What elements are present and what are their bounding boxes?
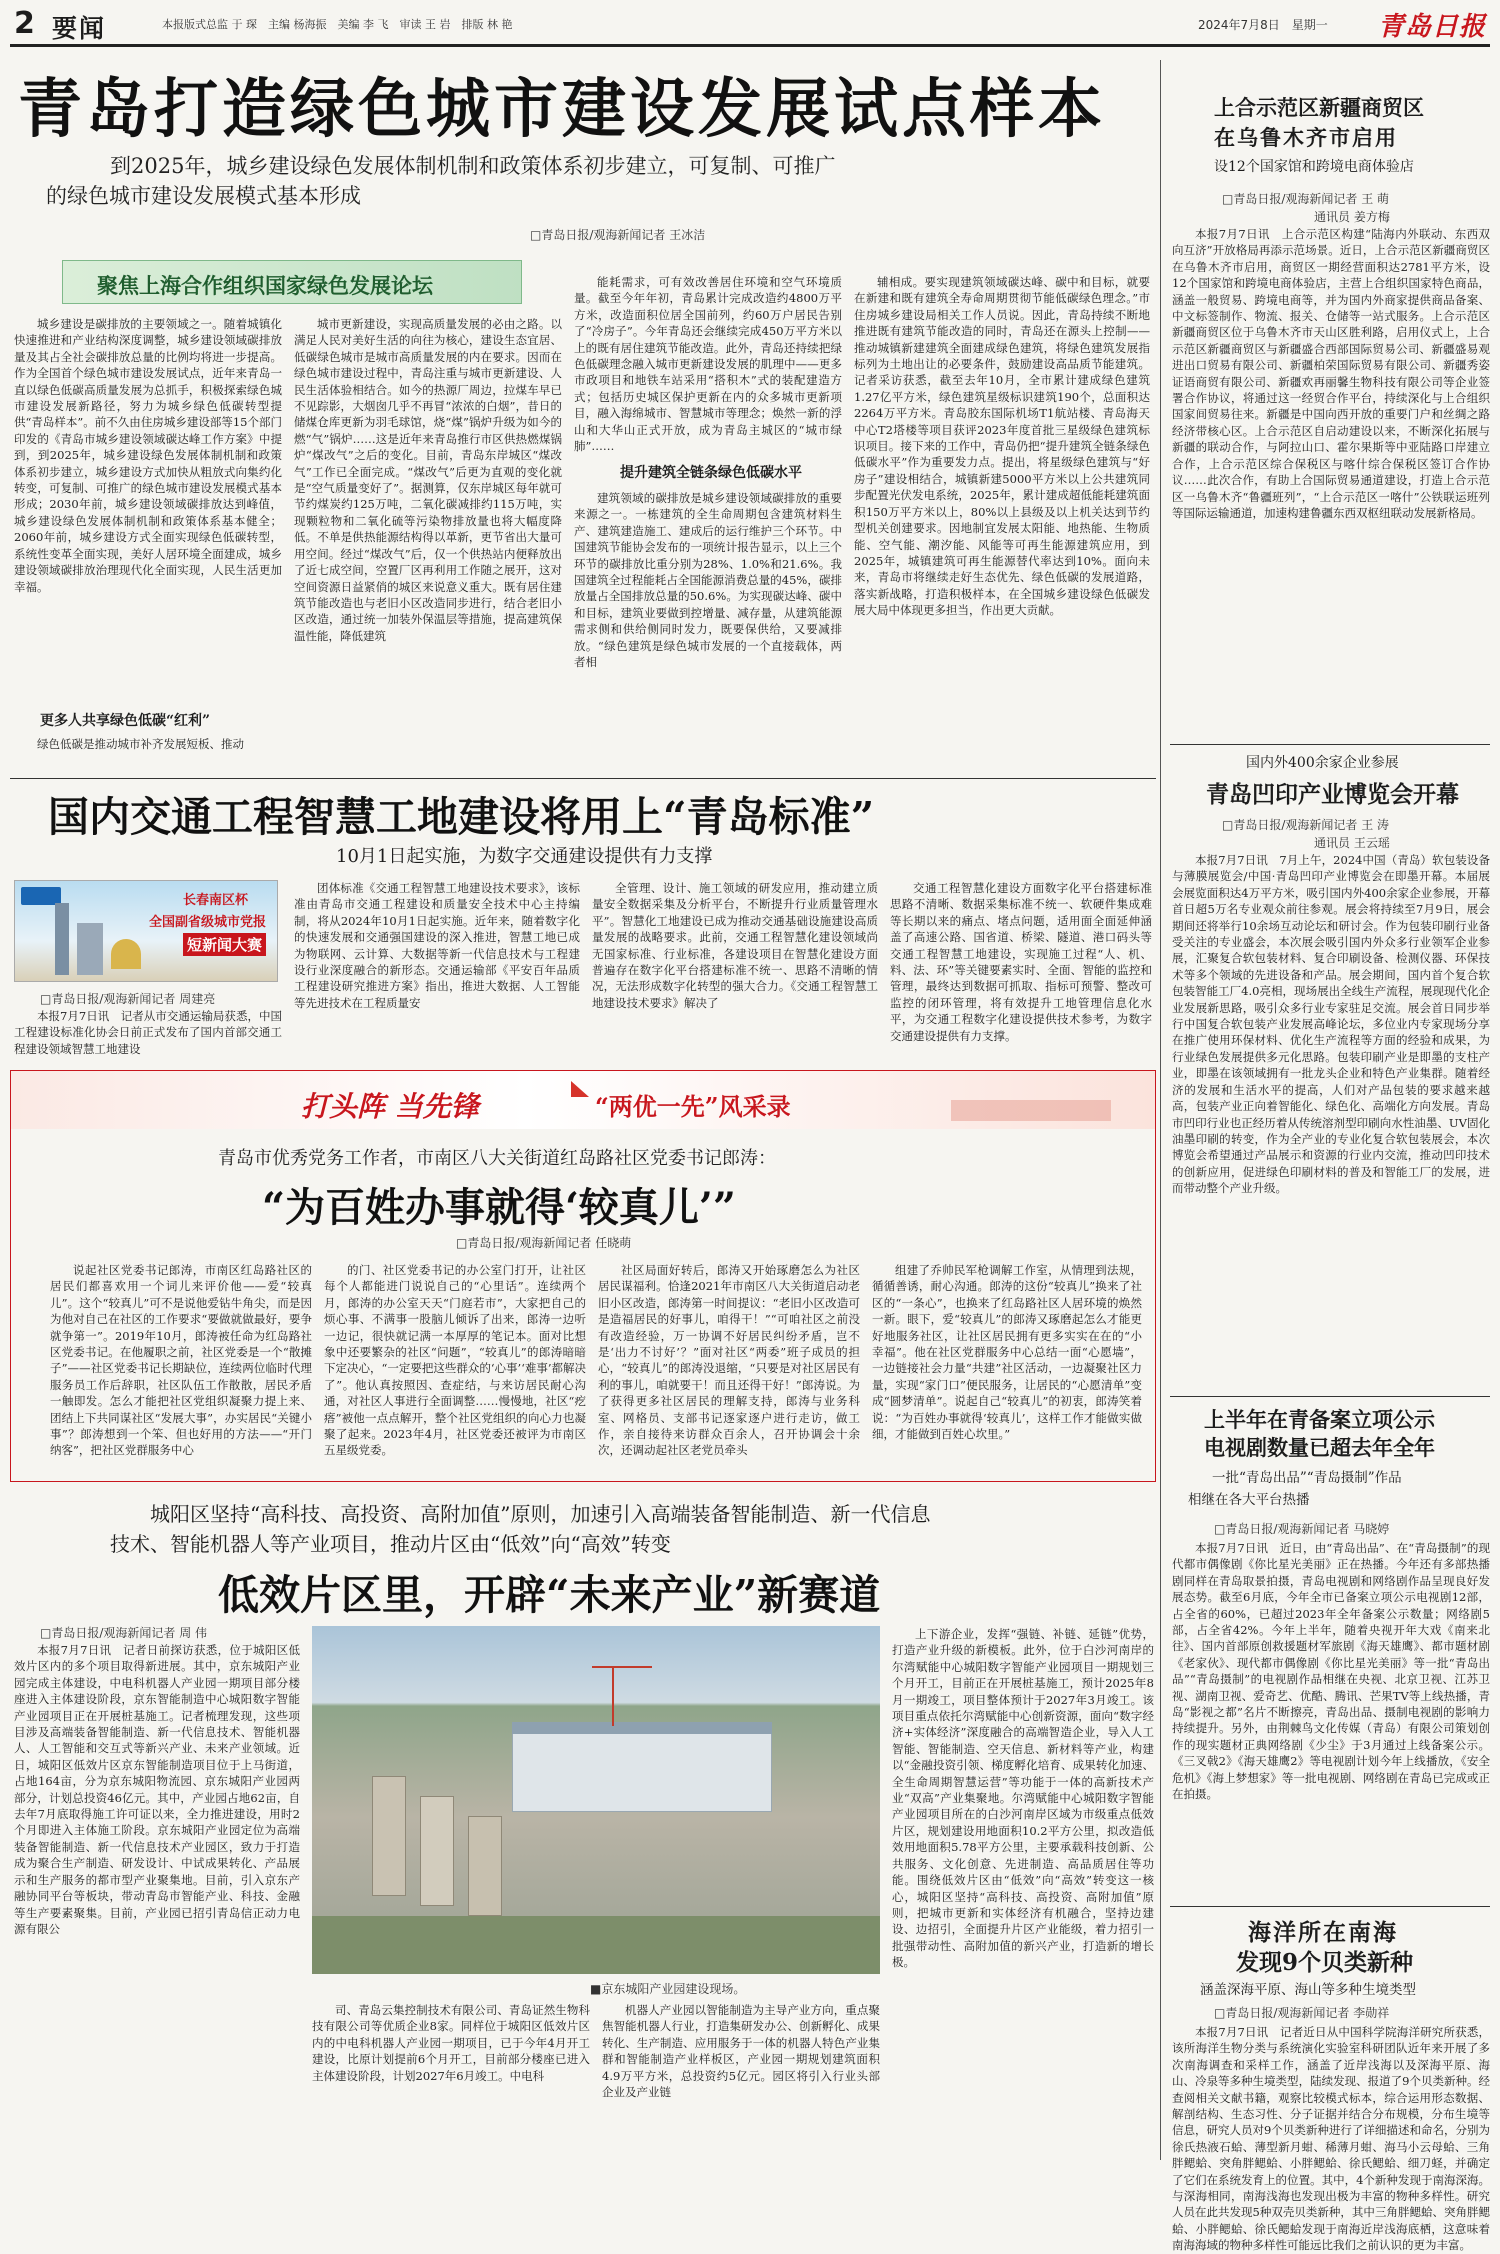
- lead-paragraph: 城乡建设是碳排放的主要领域之一。随着城镇化快速推进和产业结构深度调整，城乡建设领域碳排放量及其占全社会碳排放总量的比例均将进一步提高。作为全国首个绿色城市建设发展试点，近年来青岛一直以绿色低碳高质量发展为总抓手，积极探索绿色城市建设发展新路径，努力为城乡绿色低碳转型提供“青岛样本”。前不久由住房城乡建设部等15个部门印发的《青岛市城乡建设领域碳达峰工作方案》中提到，到2025年，城乡建设绿色发展体制机制和政策体系初步建立，城乡建设方式加快从粗放式向集约化转变，可复制、可推广的绿色城市建设发展模式基本形成；2030年前，城乡建设领域碳排放达到峰值，城乡建设绿色发展体制机制和政策体系基本健全；2060年前，城乡建设方式全面实现绿色低碳转型，系统性变革全面实现，美好人居环境全面建成，城乡建设领域碳排放治理现代化全面实现，人民生活更加幸福。: [14, 317, 282, 594]
- party-column-2: [324, 1262, 586, 1474]
- section-name: 要闻: [52, 14, 107, 43]
- right1-byline: □青岛日报/观海新闻记者 王 萌: [1222, 192, 1390, 206]
- lead-deck-line1: 到2025年，城乡建设绿色发展体制机制和政策体系初步建立，可复制、可推广: [110, 154, 836, 178]
- party-banner-script: 打头阵 当先锋: [301, 1090, 479, 1123]
- page-credits: 本报版式总监 于 琛 主编 杨海振 美编 李 飞 审读 王 岩 排版 林 艳: [162, 18, 513, 31]
- lead-column-1: [14, 316, 282, 716]
- party-kicker: 青岛市优秀党务工作者，市南区八大关街道红岛路社区党委书记郎涛：: [218, 1148, 776, 1169]
- traffic-deck: 10月1日起实施，为数字交通建设提供有力支撑: [336, 846, 713, 867]
- ad-tower-icon: [55, 903, 69, 975]
- right1-paragraph: 本报7月7日讯 上合示范区构建“陆海内外联动、东西双向互济”开放格局再添示范场景。近日，上合示范区新疆商贸区在乌鲁木齐市启用，商贸区一期经营面积达2781平方米，设12个国家馆和跨境电商体验店，主营上合组织国家特色商品，涵盖一般贸易、跨境电商等，并为国内外商家提供商品备案、中文标签制作、物流、报关、仓储等一站式服务。上合示范区新疆商贸区位于乌鲁木齐市天山区胜利路，启用仪式上，上合示范区新疆商贸区与新疆盛合西部国际贸易公司、新疆盛易观进出口贸易有限公司、新疆柏荣国际贸易有限公司、新疆秀姿证语商贸有限公司、新疆欢再丽馨生物科技有限公司等企业签署合作协议，将通过这一经贸合作平台，持续深化与上合组织国家间贸易往来。新疆是中国向西开放的重要门户和丝绸之路经济带核心区。上合示范区自启动建设以来，不断深化拓展与新疆的联动合作，与阿拉山口、霍尔果斯等中亚陆路口岸建立合作，上合示范区综合保税区与喀什综合保税区签订合作协议……此次合作，有助上合国际贸易通道建设，打造上合示范区一乌鲁木齐“鲁疆班列”，“上合示范区一喀什”公铁联运班列等国际运输通道，加速构建鲁疆东西双枢纽联动发展新格局。: [1172, 227, 1490, 520]
- right1-title-line1: 上合示范区新疆商贸区: [1214, 95, 1424, 120]
- party-paragraph: 的门、社区党委书记的办公室门打开，让社区每个人都能进门说说自己的“心里话”。连续两个月，郎涛的办公室天天“门庭若市”，大家把自己的烦心事、不满事一股脑儿倾诉了出来，郎涛一边听一边记，很快就记满一本厚厚的笔记本。面对比想象中还要繁杂的社区“问题”，“较真儿”的郎涛暗暗下定决心，“一定要把这些群众的‘心事’‘难事’都解决了”。他认真按照因、查症结，与来访居民耐心沟通，对社区人事进行全面调整……慢慢地，社区“疙瘩”被他一点点解开，整个社区党组织的向心力也凝聚了起来。2023年4月，社区党委还被评为市南区五星级党委。: [324, 1263, 586, 1458]
- party-paragraph: 说起社区党委书记郎涛，市南区红岛路社区的居民们都喜欢用一个词儿来评价他——爱“较真儿”。这个“较真儿”可不是说他爱钻牛角尖，而是因为他对自己在社区的工作要求“要做就做最好，要争就争第一”。2019年10月，郎涛被任命为红岛路社区党委书记。在他履职之前，社区党委是一个“散摊子”——社区党委书记长期缺位，连续两位临时代理服务员工作后辞职，社区队伍工作散散，居民矛盾一触即发。怎么才能把社区党组织凝聚力提上来、团结上下共同谋社区“发展大事”，办实居民“关键小事”？郎涛想到一个笨、但也好用的方法——“开门纳客”，把社区党群服务中心: [50, 1263, 312, 1458]
- right3-paragraph: 本报7月7日讯 近日，由“青岛出品”、在“青岛摄制”的现代都市偶像剧《你比星光美丽》正在热播。今年还有多部热播剧同样在青岛取景拍摄，青岛电视剧和网络剧作品呈现良好发展态势。截至6月底，今年全市已备案立项公示电视剧12部，占全省的60%，已超过2023年全年备案公示数量；网络剧5部，占全省42%。今年上半年，随着央视开年大戏《南来北往》、国内首部原创救援题材军旅剧《海天雄鹰》、都市题材剧《老家伙》、现代都市偶像剧《你比星光美丽》等一批“青岛出品”“青岛摄制”的电视剧作品相继在央视、北京卫视、江苏卫视、湖南卫视、爱奇艺、优酷、腾讯、芒果TV等上线热播，青岛“影视之都”名片不断擦亮，青岛出品、摄制电视剧的影响力持续提升。另外，由荆棘鸟文化传媒（青岛）有限公司策划创作的现实题材正典网络剧《少尘》于3月通过上线备案公示。《三叉戟2》《海天雄鹰2》等电视剧计划今年上线播放，《安全危机》《海上梦想家》等一批电视剧、网络剧在青岛已完成或正在拍摄。: [1172, 1541, 1490, 1802]
- party-banner: [11, 1071, 1155, 1129]
- industry-column-4: [892, 1626, 1154, 2170]
- lead-column-4: [854, 274, 1150, 774]
- party-column-3: [598, 1262, 860, 1474]
- industry-column-3: [602, 2002, 880, 2170]
- ad-text-line1: 长春南区杯: [183, 893, 249, 908]
- right3-body: [1172, 1540, 1490, 1892]
- right1-byline-2: 通讯员 姜方梅: [1314, 210, 1390, 224]
- traffic-paragraph: 全管理、设计、施工领域的研发应用，推动建立质量安全数据采集及分析平台，不断提升行业质量管理水平”。智慧化工地建设已成为推动交通基础设施建设高质量发展的战略要求。此前，交通工程智慧化建设领域尚无国家标准、行业标准，各建设项目在智慧化建设方面普遍存在数字化平台搭建标准不统一、思路不清晰的情况，无法形成数字化转型的强大合力。《交通工程智慧工地建设技术要求》解决了: [592, 881, 878, 1010]
- issue-date: 2024年7月8日 星期一: [1198, 18, 1328, 32]
- industry-paragraph: 上下游企业，发挥“强链、补链、延链”优势，打造产业升级的新模板。此外，位于白沙河南岸的尔湾赋能中心城阳数字智能产业园项目一期规划三个月开工，目前正在开展桩基施工，预计2025年8月一期竣工，项目整体预计于2027年3月竣工。该项目重点依托尔湾赋能中心创新资源，面向“数字经济+实体经济”深度融合的高端智造企业，导入人工智能、智能制造、空天信息、新材料等产业，构建以“金融投资引领、梯度孵化培育、成果转化加速、全生命周期智慧运营”等功能于一体的高新技术产业“双高”产业集聚地。尔湾赋能中心城阳数字智能产业园项目所在的白沙河南岸区域为市级重点低效片区，规划建设用地面积10.2平方公里，拟改造低效用地面积5.78平方公里，主要承载科技创新、公共服务、文化创意、先进制造、高品质居住等功能。围绕低效片区由“低效”向“高效”转变这一核心，城阳区坚持“高科技、高投资、高附加值”原则，把城市更新和实体经济有机融合，坚持边建设、边招引，全面提升片区产业能级，着力招引一批强带动性、高附加值的新兴产业，打造新的增长极。: [892, 1627, 1154, 1970]
- photo-crane-icon: [612, 1666, 614, 1726]
- lead-paragraph: 城市更新建设，实现高质量发展的必由之路。以满足人民对美好生活的向往为核心，建设生态宜居、低碳绿色城市是城市高质量发展的内在要求。因而在绿色城市建设过程中，青岛注重与城市更新建设、人民生活体验相结合。如今的热源厂周边，拉煤车早已不见踪影，大烟囱几乎不再冒“浓浓的白烟”，昔日的储煤仓库更新为羽毛球馆，烧“煤”锅炉升级为如今的燃“气”锅炉……这是近年来青岛推行市区供热燃煤锅炉“煤改气”之后的变化。目前，青岛东岸城区“煤改气”工作已全面完成。“煤改气”后更为直观的变化就是“空气质量变好了”。据测算，仅东岸城区每年就可节约煤炭约125万吨，二氧化碳减排约115万吨，实现颗粒物和二氧化硫等污染物排放量也将大幅度降低。不单是供热能源结构得以革新，更节省出大量可用空间。经过“煤改气”后，仅一个供热站内便释放出了近七成空间，空置厂区再利用工作随之展开，这对空间资源日益紧俏的城区来说意义重大。既有居住建筑节能改造也与老旧小区改造同步进行，结合老旧小区改造，通过统一加装外保温层等措施，提高建筑保温性能，降低建筑: [294, 317, 562, 643]
- traffic-column-3: [592, 880, 878, 1060]
- industry-column-2: [312, 2002, 590, 2170]
- forum-banner: [62, 260, 522, 304]
- party-byline: □青岛日报/观海新闻记者 任晓萌: [456, 1236, 632, 1250]
- photo-roof-icon: [512, 1722, 772, 1734]
- right2-body: [1172, 852, 1490, 1378]
- lead-subhead-1: 更多人共享绿色低碳“红利”: [40, 713, 211, 729]
- industry-paragraph: 司、青岛云集控制技术有限公司、青岛证然生物科技有限公司等优质企业8家。同样位于城阳区低效片区内的中电科机器人产业园一期项目，已于今年4月开工建设，比原计划提前6个月开工，目前部分楼座已进入主体建设阶段，计划2027年6月竣工。中电科: [312, 2003, 590, 2083]
- right2-byline: □青岛日报/观海新闻记者 王 涛: [1222, 818, 1390, 832]
- forum-banner-text: 聚焦上海合作组织国家绿色发展论坛: [97, 273, 433, 298]
- right1-body: [1172, 226, 1490, 722]
- industry-column-1: [14, 1642, 300, 2170]
- lead-column-1b: [14, 736, 282, 770]
- right3-byline: □青岛日报/观海新闻记者 马晓婷: [1214, 1522, 1390, 1536]
- photo-tower-icon: [420, 1796, 454, 1906]
- right4-title-line2: 发现9个贝类新种: [1236, 1949, 1414, 1976]
- photo-field-icon: [312, 1916, 880, 1974]
- lead-column-3: [574, 274, 842, 454]
- traffic-paragraph: 团体标准《交通工程智慧工地建设技术要求》，该标准由青岛市交通工程建设和质量安全技术中心主持编制，将从2024年10月1日起实施。近年来，随着数字化的快速发展和交通强国建设的深入推进，智慧工地已成为物联网、云计算、大数据等新一代信息技术与工程建设行业深度融合的新形态。交通运输部《平安百年品质工程建设研究推进方案》指出，推进大数据、人工智能等先进技术在工程质量安: [294, 881, 580, 1010]
- traffic-paragraph: 本报7月7日讯 记者从市交通运输局获悉，中国工程建设标准化协会日前正式发布了国内首部交通工程建设领域智慧工地建设: [14, 1009, 282, 1056]
- section-rule: [10, 778, 1156, 779]
- traffic-paragraph: 交通工程智慧化建设方面数字化平台搭建标准思路不清晰、数据采集标准不统一、软硬件集成难等长期以来的痛点、堵点问题，适用面全面延伸涵盖了高速公路、国省道、桥梁、隧道、港口码头等交通工程智慧工地建设，实现施工过程“人、机、料、法、环”等关键要素实时、全面、智能的监控和管理，最终达到数据可抓取、指标可预警、整改可监控的闭环管理，将有效提升工地管理信息化水平，为交通工程数字化建设提供技术参考，为数字交通建设提供有力支撑。: [890, 881, 1152, 1043]
- masthead-rule: [10, 44, 1490, 47]
- right3-deck-line1: 一批“青岛出品”“青岛摄制”作品: [1212, 1470, 1402, 1486]
- right2-byline-2: 通讯员 王云瑶: [1314, 836, 1390, 850]
- industry-headline: 低效片区里，开辟“未来产业”新赛道: [218, 1571, 881, 1619]
- ad-text-line2: 全国副省级城市党报: [149, 915, 267, 930]
- industry-photo-caption: ■京东城阳产业园建设现场。: [590, 1982, 746, 1996]
- banner-skyline-icon: [951, 1091, 1111, 1121]
- right4-byline: □青岛日报/观海新闻记者 李勋祥: [1214, 2006, 1390, 2020]
- right1-deck: 设12个国家馆和跨境电商体验店: [1214, 159, 1414, 175]
- party-headline: “为百姓办事就得‘较真儿’”: [262, 1184, 736, 1231]
- banner-flag-icon: [571, 1081, 589, 1097]
- right2-kicker: 国内外400余家企业参展: [1246, 755, 1399, 771]
- traffic-column-2: [294, 880, 580, 1060]
- lead-paragraph: 建筑领域的碳排放是城乡建设领域碳排放的重要来源之一。一栋建筑的全生命周期包含建筑材料生产、建筑建造施工、建成后的运行维护三个环节。中国建筑节能协会发布的一项统计报告显示，以上三个环节的碳排放比重分别为28%、1.0%和21.6%。我国建筑全过程能耗占全国能源消费总量的45%，碳排放量占全国排放总量的50.6%。为实现碳达峰、碳中和目标，建筑业要做到控增量、减存量，从建筑能源需求侧和供给侧同时发力，既要保供给，又要减排放。“绿色建筑是绿色城市发展的一个直接载体，两者相: [574, 491, 842, 670]
- industry-paragraph: 机器人产业园以智能制造为主导产业方向，重点聚焦智能机器人行业，打造集研发办公、创新孵化、成果转化、生产制造、应用服务于一体的机器人特色产业集群和智能制造产业样板区，产业园一期规划建筑面积4.9万平方米，总投资约5亿元。园区将引入行业头部企业及产业链: [602, 2003, 880, 2100]
- right4-deck: 涵盖深海平原、海山等多种生境类型: [1200, 1982, 1416, 1998]
- photo-tower-icon: [372, 1776, 406, 1896]
- traffic-headline: 国内交通工程智慧工地建设将用上“青岛标准”: [48, 793, 875, 841]
- traffic-column-4: [890, 880, 1152, 1060]
- right2-paragraph: 本报7月7日讯 7月上午，2024中国（青岛）软包装设备与薄膜展览会/中国·青岛凹印产业博览会在即墨开幕。本届展会展览面积达4万平方米，吸引国内外400余家企业参展，开幕首日超5万名专业观众前往参观。展会将持续至7月9日，展会期间还将举行10余场互动论坛和研讨会。作为包装印刷行业备受关注的专业盛会，本次展会吸引国内外众多行业领军企业参展，汇聚复合软包装材料、复合印刷设备、检测仪器、环保技术等多个领域的先进设备和产品。展会期间，国内首个复合软包装智能工厂4.0亮相，现场展出全线生产流程，展现现代化企业发展新思路，吸引众多行业专家驻足交流。展会首日同步举行中国复合软包装产业发展高峰论坛，多位业内专家现场分享在推广使用环保材料、优化生产流程等方面的经验和成果，为行业绿色发展提供多元化思路。包装印刷产业是即墨的支柱产业，即墨在该领域拥有一批龙头企业和特色产业集群。随着经济的发展和生活水平的提高，人们对产品包装的要求越来越高，包装产业正向着智能化、绿色化、高端化方向发展。青岛市凹印行业也正经历着从传统溶剂型印刷向水性油墨、UV固化油墨印刷的转变，作为全产业的专业化复合软包装展会，本次博览会希望通过产品展示和资源的行业内交流，推动凹印技术的创新应用，促进绿色印刷材料的普及和智能工厂的发展，进而带动整个产业升级。: [1172, 853, 1490, 1196]
- party-banner-title: “两优一先”风采录: [595, 1092, 791, 1121]
- lead-byline: □青岛日报/观海新闻记者 王冰洁: [530, 228, 706, 242]
- right3-deck-line2: 相继在各大平台热播: [1188, 1492, 1310, 1508]
- right4-body: [1172, 2024, 1490, 2253]
- party-column-4: [872, 1262, 1142, 1474]
- right2-title: 青岛凹印产业博览会开幕: [1206, 781, 1459, 808]
- lead-headline: 青岛打造绿色城市建设发展试点样本: [18, 72, 1106, 147]
- traffic-column-1: [14, 1008, 282, 1060]
- industry-deck-line1: 城阳区坚持“高科技、高投资、高附加值”原则，加速引入高端装备智能制造、新一代信息: [150, 1502, 931, 1526]
- column-separator: [1160, 60, 1161, 2160]
- lead-paragraph: 辅相成。要实现建筑领域碳达峰、碳中和目标，就要在新建和既有建筑全寿命周期贯彻节能低碳绿色理念。”市住房城乡建设局相关工作人员说。因此，青岛持续不断地推进既有建筑节能改造的同时，青岛还在源头上控制——推动城镇新建建筑全面建成绿色建筑，将绿色建筑发展指标列为土地出让的必要条件，鼓励建设高品质节能建筑。记者采访获悉，截至去年10月，全市累计建成绿色建筑1.27亿平方米，绿色建筑星级标识建筑190个，总面积达2264万平方米。青岛胶东国际机场T1航站楼、青岛海天中心T2塔楼等项目获评2023年度首批三星级绿色建筑标识项目。接下来的工作中，青岛仍把“提升建筑全链条绿色低碳水平”作为重要发力点。提出，将星级绿色建筑与“好房子”建设相结合，城镇新建5000平方米以上公共建筑同步配置光伏发电系统，2025年，累计建成超低能耗建筑面积150万平方米以上，80%以上县级及以上机关达到节约型机关创建要求。因地制宜发展太阳能、地热能、生物质能、空气能、潮汐能、风能等可再生能源建筑应用，到2025年，城镇建筑可再生能源替代率达到10%。面向未来，青岛市将继续走好生态优先、绿色低碳的发展道路，落实新战略，打造积极样本，在全国城乡建设绿色低碳发展大局中体现更多担当，作出更大贡献。: [854, 275, 1150, 618]
- lead-paragraph: 绿色低碳是推动城市补齐发展短板、推动: [37, 737, 244, 751]
- right3-title-line1: 上半年在青备案立项公示: [1204, 1407, 1435, 1432]
- right1-title-line2: 在乌鲁木齐市启用: [1214, 125, 1398, 150]
- party-column-1: [50, 1262, 312, 1474]
- lead-deck-line2: 的绿色城市建设发展模式基本形成: [46, 184, 361, 208]
- right-rule-3: [1170, 1906, 1490, 1907]
- contest-ad: [14, 880, 278, 982]
- industry-photo: [312, 1626, 880, 1974]
- ad-building-icon: [77, 923, 103, 975]
- right4-paragraph: 本报7月7日讯 记者近日从中国科学院海洋研究所获悉，该所海洋生物分类与系统演化实验室科研团队近年来开展了多次南海调查和采样工作，涵盖了近岸浅海以及深海平原、海山、冷泉等多种生境类型，陆续发现、报道了9个贝类新种。经查阅相关文献书籍，观察比较模式标本，综合运用形态数据、解剖结构、生态习性、分子证据并结合分布规模，分布生境等信息，研究人员对9个贝类新种进行了详细描述和命名，分别为徐氏热液石蛤、薄型新月蚶、稀薄月蚶、海马小云母蛤、三角胖鳃蛤、突角胖鳃蛤、小胖鳃蛤、徐氏鳃蛤、细刀蛏，并确定了它们在系统发育上的位置。其中，4个新种发现于南海深海。与深海相同，南海浅海也发现出极为丰富的物种多样性。研究人员在此共发现5种双壳贝类新种，其中三角胖鳃蛤、突角胖鳃蛤、小胖鳃蛤、徐氏鳃蛤发现于南海近岸浅海底栖，这意味着南海海域的物种多样性可能远比我们之前认识的更为丰富。: [1172, 2025, 1490, 2253]
- industry-byline: □青岛日报/观海新闻记者 周 伟: [40, 1626, 208, 1640]
- ad-dome-icon: [111, 939, 141, 969]
- ad-text-line3: 短新闻大赛: [183, 933, 266, 956]
- lead-column-2: [294, 316, 562, 774]
- lead-paragraph: 能耗需求，可有效改善居住环境和空气环境质量。截至今年年初，青岛累计完成改造约4800万平方米，改造面积位居全国前列，约60万户居民告别了“冷房子”。今年青岛还会继续完成450万平方米以上的既有居住建筑节能改造。此外，青岛还持续把绿色低碳理念融入城市更新建设发展的肌理中——更多市政项目和地铁车站采用“搭积木”式的装配建造方式；包括历史城区保护更新在内的众多城市更新项目，融入海绵城市、智慧城市等理念；焕然一新的浮山和大华山正式开放，成为青岛主城区的“城市绿肺”……: [574, 275, 842, 454]
- party-paragraph: 社区局面好转后，郎涛又开始琢磨怎么为社区居民谋福利。恰逢2021年市南区八大关街道启动老旧小区改造，郎涛第一时间提议：“老旧小区改造可是造福居民的好事儿，咱得干！”“可咱社区之前没有改造经验，万一协调不好居民纠纷矛盾，岂不是‘出力不讨好’？”面对社区“两委”班子成员的担心，“较真儿”的郎涛没退缩，“只要是对社区居民有利的事儿，咱就要干！而且还得干好！”郎涛说。为了获得更多社区居民的理解支持，郎涛与业务科室、网格员、支部书记逐家逐户进行走访，做工作，亲自接待来访群众百余人，召开协调会十余次，还调动起社区老党员牵头: [598, 1263, 860, 1458]
- masthead: [0, 0, 1500, 50]
- industry-deck-line2: 技术、智能机器人等产业项目，推动片区由“低效”向“高效”转变: [110, 1532, 671, 1556]
- right4-title-line1: 海洋所在南海: [1248, 1919, 1398, 1946]
- photo-warehouse-icon: [512, 1722, 772, 1812]
- right3-title-line2: 电视剧数量已超去年全年: [1204, 1435, 1435, 1460]
- right-rule-2: [1170, 1396, 1490, 1397]
- party-paragraph: 组建了乔帅民军枪调解工作室，从情理到法规，循循善诱，耐心沟通。郎涛的这份“较真儿”换来了社区的“一条心”，也换来了红岛路社区人居环境的焕然一新。眼下，爱“较真儿”的郎涛又琢磨起怎么才能更好地服务社区，让社区居民拥有更多实实在在的“小幸福”。他在社区党群服务中心总结一面“心愿墙”，一边链接社会力量“共建”社区活动，一边凝聚社区力量，实现“家门口”便民服务，让居民的“心愿清单”变成“圆梦清单”。说起自己“较真儿”的初衷，郎涛笑着说：“为百姓办事就得‘较真儿’，这样工作才能做实做细，才能做到百姓心坎里。”: [872, 1263, 1142, 1442]
- photo-tower-icon: [468, 1816, 502, 1916]
- newspaper-logo: 青岛日报: [1378, 12, 1487, 42]
- industry-paragraph: 本报7月7日讯 记者日前探访获悉，位于城阳区低效片区内的多个项目取得新进展。其中，京东城阳产业园完成主体建设，中电科机器人产业园一期项目部分楼座进入主体建设阶段，京东智能制造中心城阳数字智能产业园项目正在开展桩基施工。记者梳理发现，这些项目涉及高端装备智能制造、新一代信息技术、智能机器人、人工智能和交互式等新兴产业、未来产业领域。近日，城阳区低效片区京东智能制造项目位于上马街道，占地164亩，分为京东城阳物流园、京东城阳产业园两部分，计划总投资46亿元。其中，产业园占地62亩，自去年7月底取得施工许可证以来，全力推进建设，用时2个月即进入主体施工阶段。京东城阳产业园定位为高端装备智能制造、新一代信息技术产业园区，致力于打造成为聚合生产制造、研发设计、中试成果转化、产品展示和生产服务的都市型产业聚集地。目前，引入京东产融协同平台等板块，带动青岛市智能产业、科技、金融等生产要素聚集。目前，产业园已招引青岛信正动力电源有限公: [14, 1643, 300, 1936]
- page-number: 2: [14, 6, 35, 41]
- lead-column-3b: [574, 490, 842, 774]
- traffic-byline: □青岛日报/观海新闻记者 周建亮: [40, 992, 216, 1006]
- right-rule-1: [1170, 744, 1490, 745]
- photo-crane-icon: [592, 1666, 652, 1668]
- lead-subhead-2: 提升建筑全链条绿色低碳水平: [620, 465, 802, 481]
